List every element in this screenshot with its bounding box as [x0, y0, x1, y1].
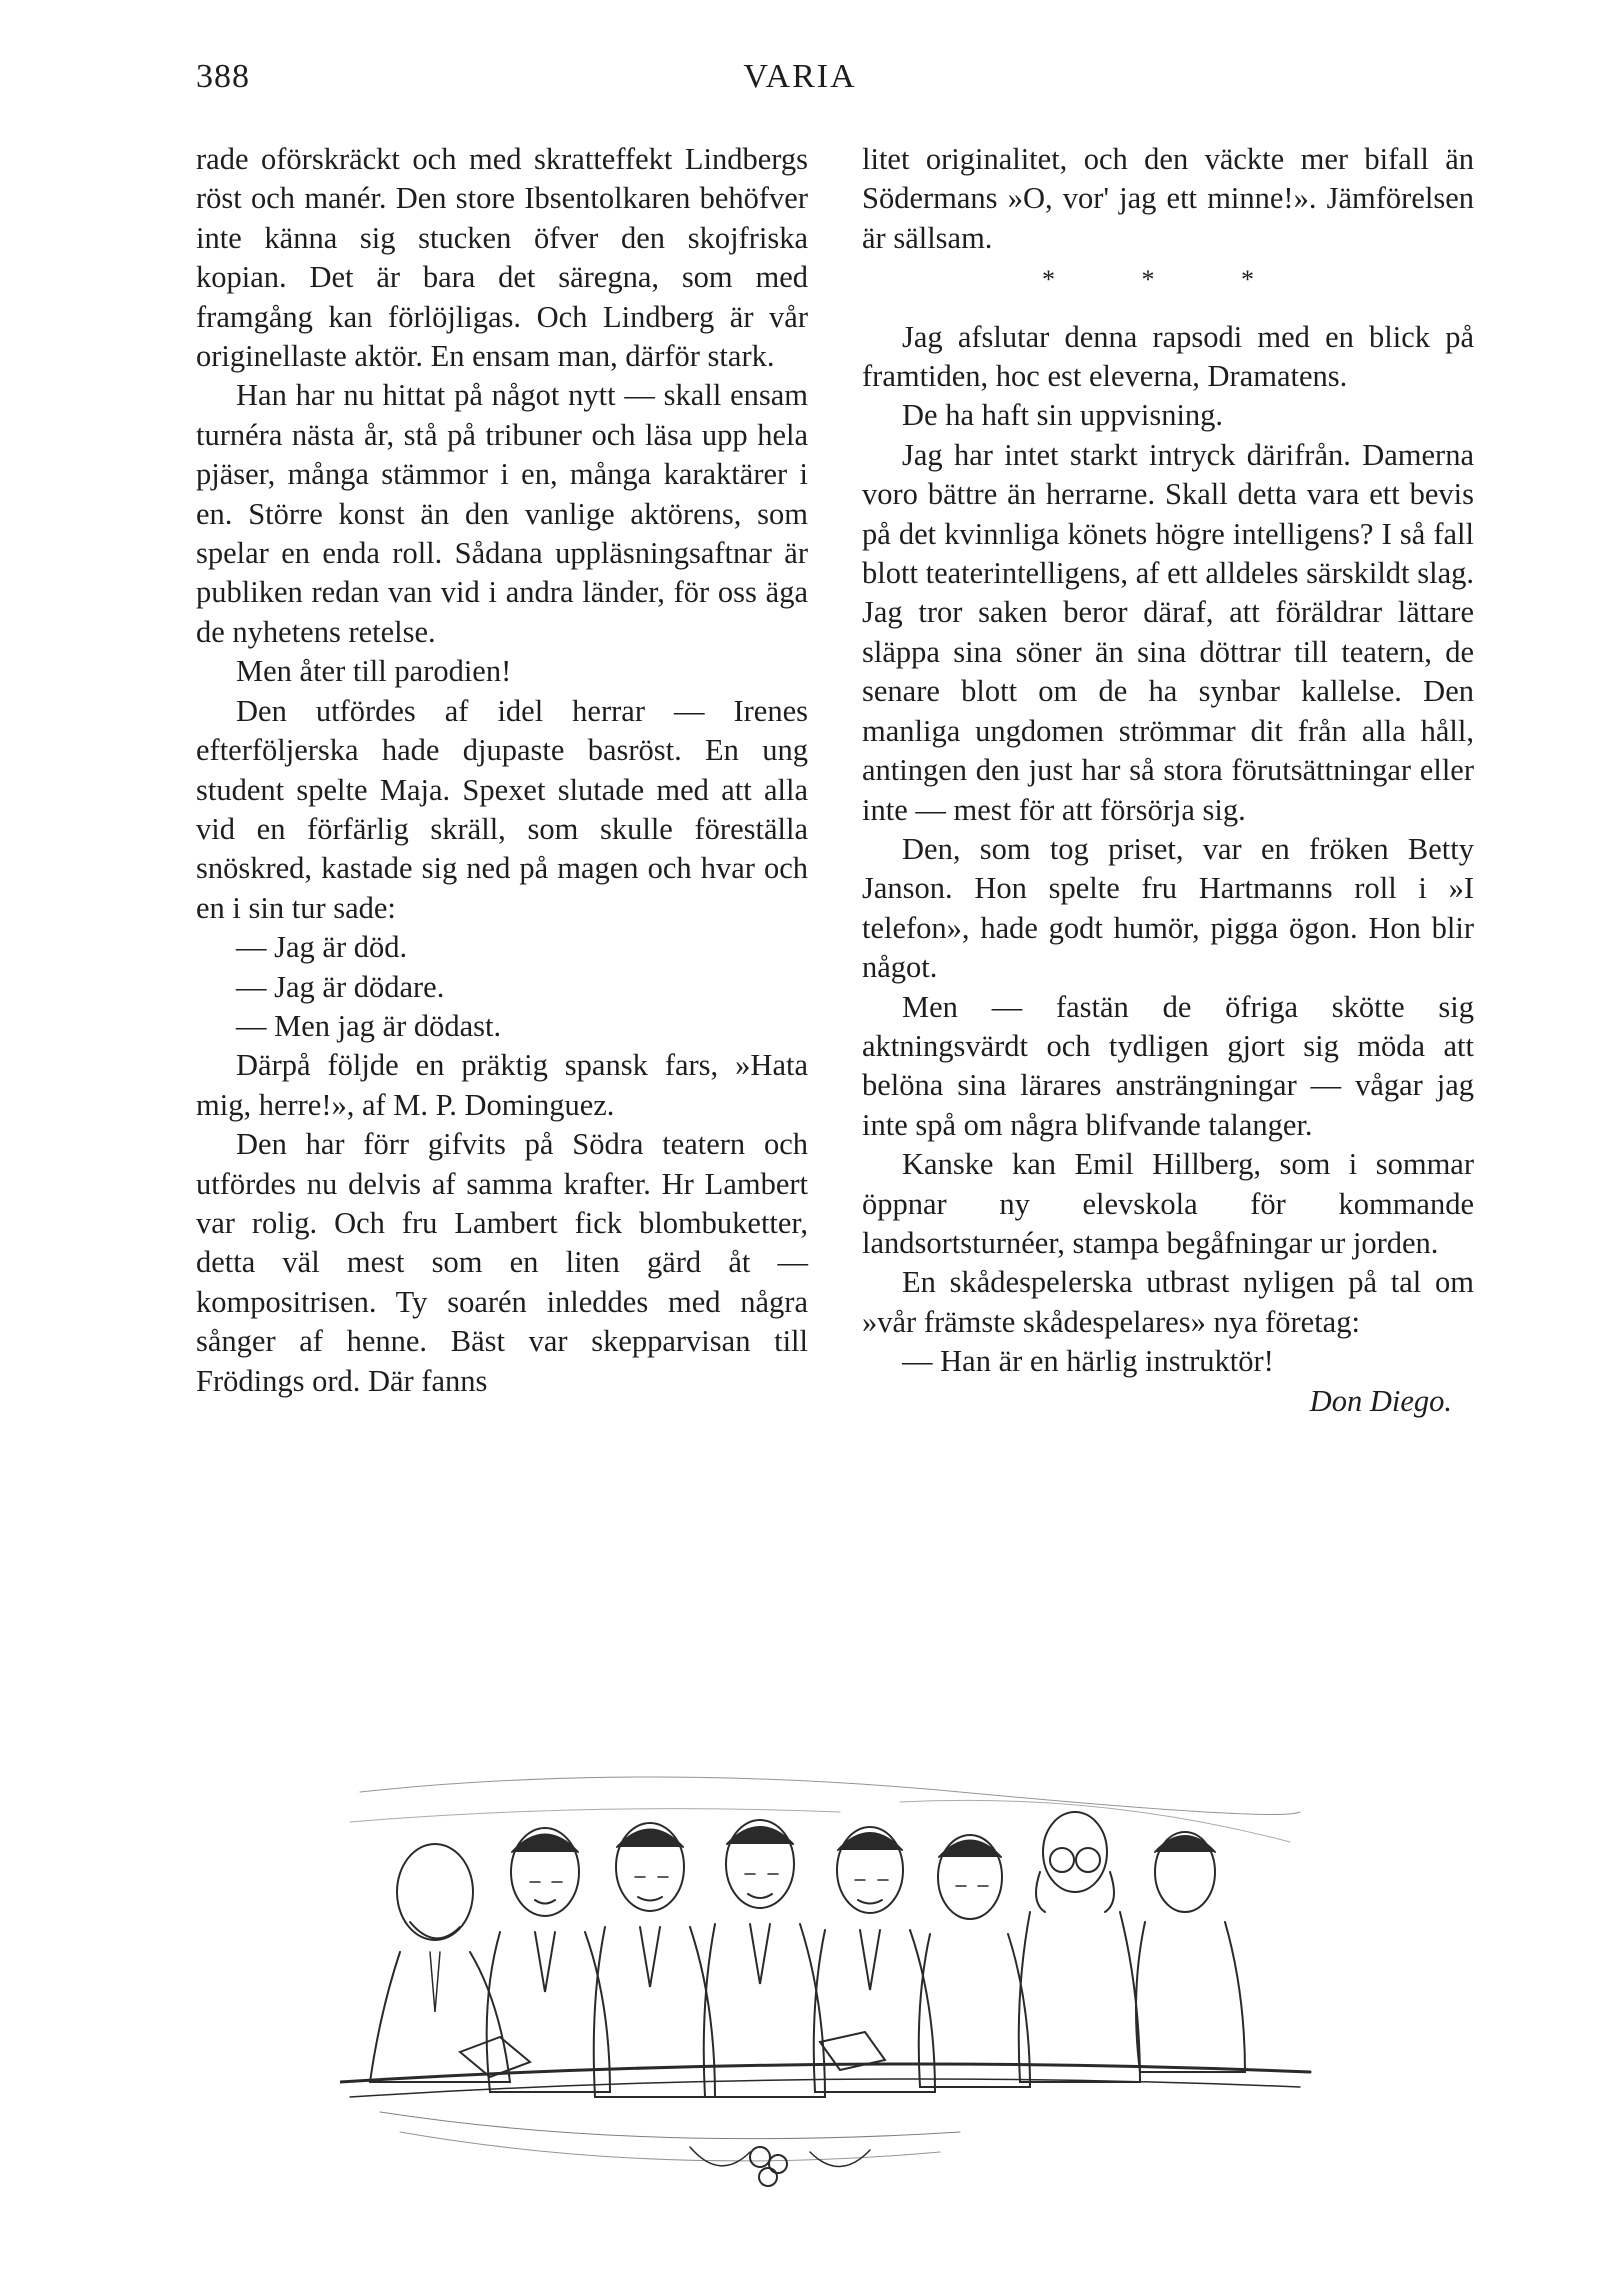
paragraph: Kanske kan Emil Hillberg, som i sommar öppnar ny elevskola för kommande landsortsturnéer, stampa begåfningar ur jorden. [862, 1147, 1474, 1260]
paragraph: Jag afslutar denna rapsodi med en blick på framtiden, hoc est eleverna, Dramatens. [862, 319, 1474, 394]
paragraph: En skådespelerska utbrast nyligen på tal om »vår främste skådespelares» nya företag: [862, 1265, 1474, 1339]
signature: Don Diego. [1309, 1383, 1452, 1418]
left-column [196, 140, 808, 1401]
paragraph: litet originalitet, och den väckte mer bifall än Södermans »O, vor' jag ett minne!». Jämförelsen är sällsam. [862, 142, 1474, 255]
paragraph: Den har förr gifvits på Södra teatern och utfördes nu delvis af samma krafter. Hr Lambert var rolig. Och fru Lambert fick blombuketter, detta väl mest som en liten gärd åt — kompositrisen. Ty soarén inleddes med några sånger af henne. Bäst var skepparvisan till Frödings ord. Där fanns [196, 1127, 808, 1398]
page-number: 388 [196, 58, 250, 95]
paragraph: rade oförskräckt och med skratteffekt Lindbergs röst och manér. Den store Ibsentolkaren behöfver inte känna sig stucken öfver den skojfriska kopian. Det är bara det säregna, som med framgång kan förlöjligas. Och Lindberg är vår originellaste aktör. En ensam man, därför stark. [196, 142, 808, 374]
dialog-line: — Jag är dödare. [236, 969, 445, 1004]
dialog-line: — Han är en härlig instruktör! [902, 1344, 1274, 1379]
dialog-line: — Jag är död. [236, 930, 408, 965]
paragraph: De ha haft sin uppvisning. [902, 398, 1224, 433]
paragraph: Jag har intet starkt intryck därifrån. Damerna voro bättre än herrarne. Skall detta vara ett bevis på det kvinnliga könets högre intelligens? I så fall blott teaterintelligens, af ett alldeles särskildt slag. Jag tror saken beror däraf, att föräldrar lättare släppa sina söner än sina döttrar till teatern, de senare blott om de ha synbar kallelse. Den manliga ungdomen strömmar dit från alla håll, antingen den just har så stora förutsättningar eller inte — mest för att försörja sig. [862, 437, 1474, 827]
paragraph: Den utfördes af idel herrar — Irenes efterföljerska hade djupaste basröst. En ung student spelte Maja. Spexet slutade med att alla vid en förfärlig skräll, som skulle föreställa snöskred, kastade sig ned på magen och hvar och en i sin tur sade: [196, 693, 808, 925]
right-column [862, 140, 1474, 1421]
paragraph: Men åter till parodien! [236, 654, 512, 689]
dialog-line: — Men jag är dödast. [236, 1008, 502, 1043]
paragraph: Men — fastän de öfriga skötte sig aktningsvärdt och tydligen gjort sig möda att belöna sina lärares ansträngningar — vågar jag inte spå om några blifvande talanger. [862, 989, 1474, 1142]
audience-illustration [340, 1752, 1320, 2192]
section-divider: * * * [1042, 265, 1294, 295]
paragraph: Den, som tog priset, var en fröken Betty Janson. Hon spelte fru Hartmanns roll i »I telefon», hade godt humör, pigga ögon. Hon blir något. [862, 831, 1474, 985]
audience-sketch-icon [340, 1752, 1320, 2192]
running-head: VARIA [743, 58, 857, 95]
paragraph: Han har nu hittat på något nytt — skall ensam turnéra nästa år, stå på tribuner och läsa upp hela pjäser, många stämmor i en, många karaktärer i en. Större konst än den vanlige aktörens, som spelar en enda roll. Sådana uppläsningsaftnar är publiken redan van vid i andra länder, för oss äga de nyhetens retelse. [196, 378, 808, 649]
paragraph: Därpå följde en präktig spansk fars, »Hata mig, herre!», af M. P. Dominguez. [196, 1048, 808, 1122]
